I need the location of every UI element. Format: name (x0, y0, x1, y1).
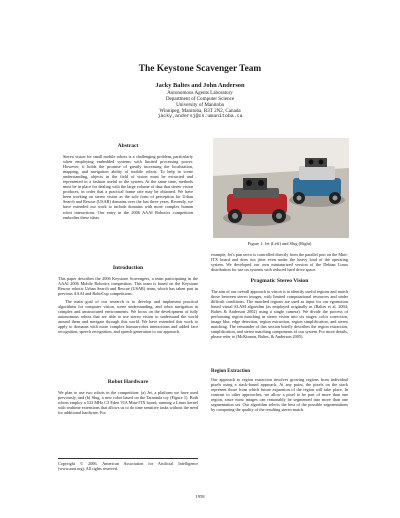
affiliation-line: University of Manitoba (176, 102, 224, 109)
figure-caption: Figure 1: Jet (Left) and Slug (Right) (247, 241, 312, 246)
robot-hardware-heading: Robot Hardware (107, 379, 149, 385)
abstract-text: Stereo vision for small mobile robots is a challenging problem, particularly when employing embedded systems with limited processing power. However, it holds the promise of greatly increasing the localization, mapping, and navigation ability of mobile robots. To help in scene understanding, objects in the field of vision must be extracted and represented in a fashion useful to the system. At the same time, methods must be in place for dealing with the large volume of data that stereo vision produces, in order that a practical frame rate may be obtained. We have been working on stereo vision as the sole form of perception for Urban Search and Rescue (USAR) domains over the last three years. Recently, we have extended our work to include domains with more complex human robot interactions. Our entry in the 2006 AAAI Robotics competition embodies these ideas. (63, 154, 193, 220)
affiliation-block (0, 90, 400, 120)
introduction-body (58, 276, 198, 337)
pragmatic-stereo-text: The aim of our overall approach to vision is to identify useful regions and match those between stereo images, with limited computational resources and under difficult conditions. The matched regions are used as input for our egomotion based visual SLAM algorithm (as employed originally in (Baltes et al. 2004; Baltes & Anderson 2002) using a single camera). We divide the process of performing region matching in stereo vision into six stages: color correction, image blur, edge detection, region extraction, region simplification, and stereo matching. The remainder of this section briefly describes the region extraction, simplification, and stereo matching components of our system. For more details, please refer to (McKinnon, Baltes, & Anderson 2005). (211, 289, 348, 340)
introduction-heading: Introduction (112, 265, 144, 271)
robots-photo (213, 138, 349, 238)
author-email[interactable]: jacky,andersj@cs.umanitoba.ca (157, 114, 243, 120)
region-extraction-text: Our approach to region extraction involves growing regions from individual pixels using a stack-based approach. At any point, the pixels on the stack represent those from which future expansion of the region will take place. In contrast to other approaches, we allow a pixel to be part of more than one region, since most images can reasonably be segmented into more than one segmentation set. Our algorithm selects the best of the possible segmentations by comparing the quality of the resulting stereo match. (211, 377, 348, 413)
affiliation-line: Winnipeg, Manitoba, R3T 2N2, Canada (159, 108, 241, 115)
copyright-notice: Copyright © 2006, American Association for Artificial Intelligence (www.aaai.org). All rights reserved. (58, 458, 198, 471)
pragmatic-stereo-heading: Pragmatic Stereo Vision (250, 278, 309, 284)
introduction-paragraph: This paper describes the 2006 Keystone Scavengers, a team participating in the AAAI 2006 Mobile Robotics competition. This team is based on the Keystone Rescue robotic Urban Search and Rescue (USAR) team, which has taken part in previous AAAI and RoboCup competitions. (58, 276, 198, 297)
author-names: Jacky Baltes and John Anderson (155, 82, 245, 89)
region-extraction-heading: Region Extraction (211, 369, 251, 374)
paper-title: The Keystone Scavenger Team (138, 64, 262, 74)
robot-hardware-text: We plan to use two robots in the competition: (a) Jet, a platform we have used previously, and (b) Slug, a new robot based on the Tarantula toy (Figure 1). Both robots employ a 533 MHz C3 Eden VIA Mini-ITX board, running a Linux kernel with realtime extensions that allows us to do time sensitive tasks without the need for additional hardware. For (58, 390, 198, 416)
page-number: 1958 (195, 494, 205, 499)
abstract-heading: Abstract (117, 143, 139, 149)
right-intro-text: example, Jet's pan servo is controlled directly from the parallel port on the Mini-ITX board and does not jitter even under the heavy load of the operating system. We developed our own miniaturized version of the Debian Linux distribution for use on systems with reduced hard drive space. (211, 252, 348, 273)
affiliation-line: Autonomous Agents Laboratory (167, 90, 233, 96)
affiliation-line: Department of Computer Science (165, 96, 235, 103)
introduction-paragraph: The main goal of our research is to develop and implement practical algorithms for computer vision, scene understanding, and robot navigation in complex and unstructured environments. We focus on the development of fully autonomous robots that are able to use stereo vision to understand the world around them and navigate through this world. We have extended this work to apply to domains with more complex human-robot interactions and added face recognition, speech recognition, and speech generation to our approach. (58, 298, 198, 334)
